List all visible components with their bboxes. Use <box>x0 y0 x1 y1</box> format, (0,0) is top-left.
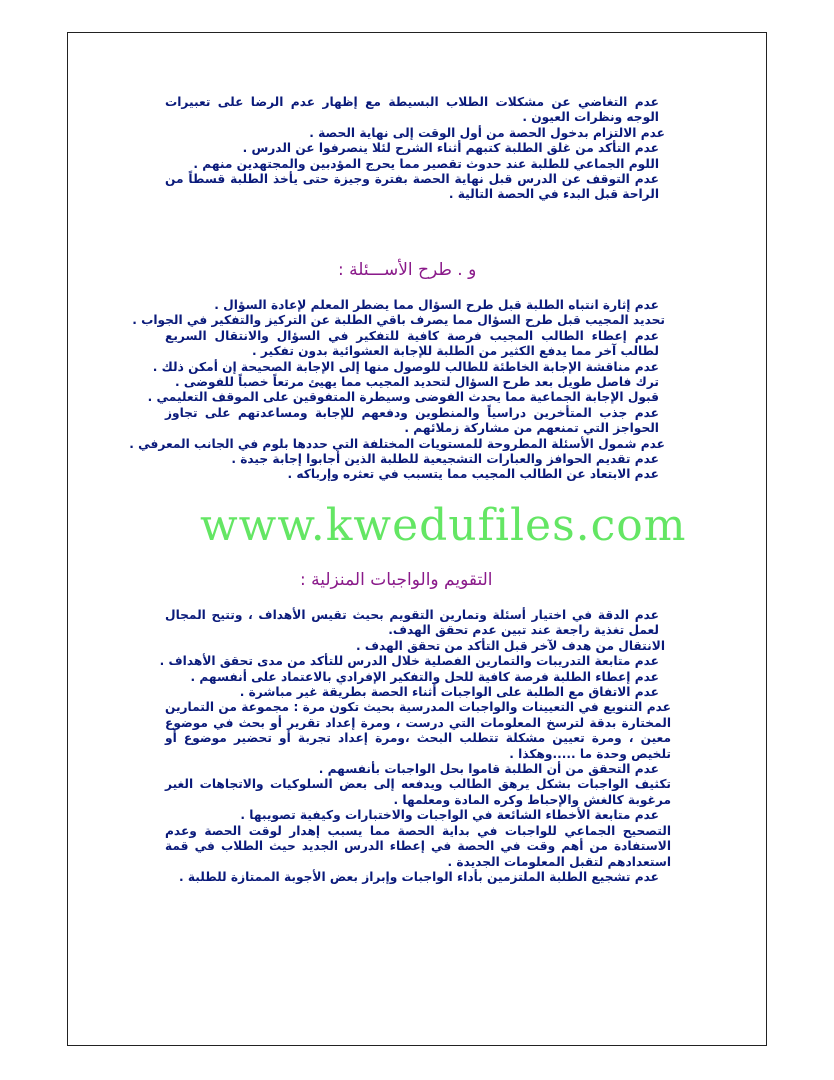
section-asking-questions <box>129 298 675 483</box>
text-line: عدم جذب المتأخرين دراسياً والمنطوين ودفعهم للإجابة ومساعدتهم على تجاوز الحواجز التي تمنعهم من مشاركة زملائهم . <box>165 405 659 436</box>
text-line: عدم تشجيع الطلبة الملتزمين بأداء الواجبات وإبراز بعض الأجوبة الممتازة للطلبة . <box>179 869 659 884</box>
text-line: التصحيح الجماعي للواجبات في بداية الحصة مما يسبب إهدار لوقت الحصة وعدم الاستفادة من أهم وقت في الحصة في إعطاء الدرس الجديد حيث الطلاب في قمة استعدادهم لتقبل المعلومات الجديدة . <box>165 823 671 869</box>
text-line: عدم مناقشة الإجابة الخاطئة للطالب للوصول منها إلى الإجابة الصحيحة إن أمكن ذلك . <box>152 359 659 374</box>
heading-asking-questions: و . طرح الأســـئلة : <box>338 260 477 280</box>
text-line: عدم الاتفاق مع الطلبة على الواجبات أثناء الحصة بطريقة غير مباشرة . <box>239 685 659 700</box>
text-line: عدم إثارة انتباه الطلبة قبل طرح السؤال مما يضطر المعلم لإعادة السؤال . <box>214 298 659 312</box>
section-evaluation-homework <box>159 608 675 885</box>
text-line: عدم التوقف عن الدرس قبل نهاية الحصة بفترة وجيزة حتى يأخذ الطلبة قسطاً من الراحة قبل البدء في الحصة التالية . <box>165 172 659 202</box>
text-line: تحديد المجيب قبل طرح السؤال مما يصرف باقي الطلبة عن التركيز والتفكير في الجواب . <box>132 313 665 328</box>
text-line: اللوم الجماعي للطلبة عند حدوث تقصير مما يحرج المؤدبين والمجتهدين منهم . <box>193 156 659 171</box>
text-line: عدم التحقق من أن الطلبة قاموا بحل الواجبات بأنفسهم . <box>318 762 659 777</box>
heading-evaluation-homework: التقويم والواجبات المنزلية : <box>300 570 493 590</box>
text-line: قبول الإجابة الجماعية مما يحدث الفوضى وسيطرة المتفوقين على الموقف التعليمي . <box>147 390 659 405</box>
text-line: عدم الابتعاد عن الطالب المجيب مما يتسبب في تعثره وإرباكه . <box>287 467 659 482</box>
text-line: عدم إعطاء الطلبة فرصة كافية للحل والتفكير الإفرادي بالاعتماد على أنفسهم . <box>190 669 659 684</box>
text-line: عدم الالتزام بدخول الحصة من أول الوقت إلى نهاية الحصة . <box>309 125 665 140</box>
text-line: ترك فاصل طويل بعد طرح السؤال لتحديد المجيب مما يهيئ مرتعاً خصباً للفوضى . <box>174 375 659 390</box>
text-line: عدم إعطاء الطالب المجيب فرصة كافية للتفكير في السؤال والانتقال السريع لطالب آخر مما يدفع الكثير من الطلبة للإجابة العشوائية بدون تفكير . <box>165 328 659 359</box>
text-line: تكثيف الواجبات بشكل يرهق الطالب ويدفعه إلى بعض السلوكيات والاتجاهات الغير مرغوبة كالغش والإحباط وكره المادة ومعلمها . <box>165 777 671 807</box>
text-line: عدم الدقة في اختيار أسئلة وتمارين التقويم بحيث تقيس الأهداف ، وتتيح المجال لعمل تغذية راجعة عند تبين عدم تحقق الهدف. <box>165 608 659 638</box>
section-classroom-management <box>165 95 675 203</box>
text-line: عدم متابعة التدريبات والتمارين الفصلية خلال الدرس للتأكد من مدى تحقق الأهداف . <box>159 654 659 669</box>
watermark: www.kwedufiles.com <box>200 500 687 551</box>
text-line: عدم التأكد من غلق الطلبة كتبهم أثناء الشرح لئلا ينصرفوا عن الدرس . <box>242 141 659 156</box>
text-line: عدم التغاضي عن مشكلات الطلاب البسيطة مع إظهار عدم الرضا على تعبيرات الوجه ونظرات العيون . <box>165 95 659 125</box>
text-line: عدم التنويع في التعيينات والواجبات المدرسية بحيث تكون مرة : مجموعة من التمارين المختارة بدقة لترسخ المعلومات التي درست ، ومرة إعداد تقرير أو بحث في موضوع معين ، ومرة تعيين مشكلة تتطلب البحث ،ومرة إعداد تجربة أو تحضير موضوع أو تلخيص وحدة ما .....وهكذا . <box>165 700 671 761</box>
text-line: عدم متابعة الأخطاء الشائعة في الواجبات والاختبارات وكيفية تصويبها . <box>240 808 659 823</box>
text-line: الانتقال من هدف لآخر قبل التأكد من تحقق الهدف . <box>355 638 665 653</box>
text-line: عدم تقديم الحوافز والعبارات التشجيعية للطلبة الذين أجابوا إجابة جيدة . <box>231 452 659 467</box>
text-line: عدم شمول الأسئلة المطروحة للمستويات المختلفة التي حددها بلوم في الجانب المعرفي . <box>129 436 665 451</box>
